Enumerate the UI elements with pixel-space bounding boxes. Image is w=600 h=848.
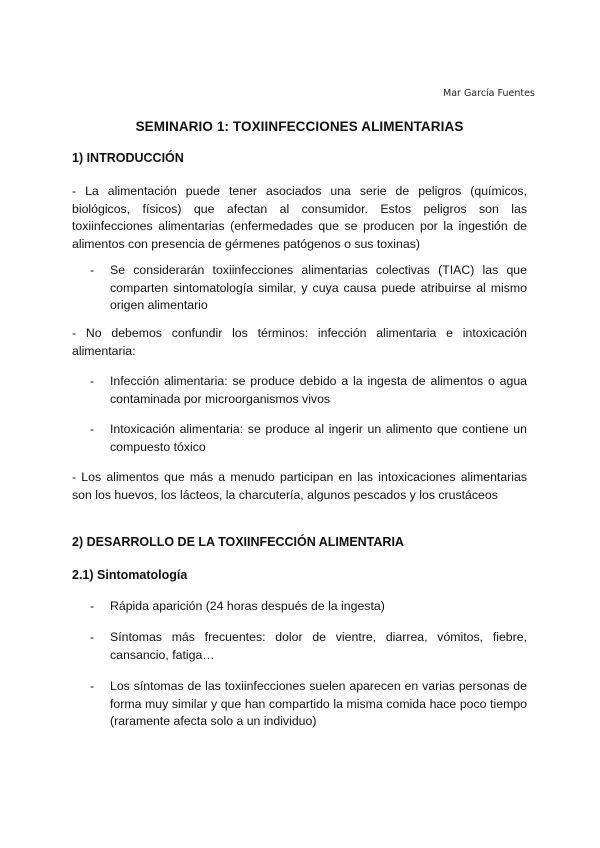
section-heading-introduccion: 1) INTRODUCCIÓN [72, 151, 184, 165]
list-item-text: Intoxicación alimentaria: se produce al ingerir un alimento que contiene un compuesto tóxico [110, 422, 527, 454]
bullet-dash: - [90, 599, 95, 613]
document-title: SEMINARIO 1: TOXIINFECCIONES ALIMENTARIAS [135, 119, 464, 134]
subsection-heading-sintomatologia: 2.1) Sintomatología [72, 568, 188, 582]
list-item-text: Se considerarán toxiinfecciones alimentarias colectivas (TIAC) las que comparten sintomatología similar, y cuya causa puede atribuirse al mismo origen alimentario [110, 263, 527, 312]
paragraph-terminos: - No debemos confundir los términos: infección alimentaria e intoxicación alimentaria: [72, 326, 527, 358]
list-item-text: Síntomas más frecuentes: dolor de vientre, diarrea, vómitos, fiebre, cansancio, fatiga… [110, 630, 527, 662]
author-name: Mar García Fuentes [443, 88, 535, 99]
list-item-text: Infección alimentaria: se produce debido a la ingesta de alimentos o agua contaminada por microorganismos vivos [110, 374, 527, 406]
section-heading-desarrollo: 2) DESARROLLO DE LA TOXIINFECCIÓN ALIMENTARIA [72, 535, 404, 549]
bullet-dash: - [90, 422, 95, 436]
paragraph-alimentos: - Los alimentos que más a menudo participan en las intoxicaciones alimentarias son los huevos, los lácteos, la charcutería, algunos pescados y los crustáceos [72, 470, 527, 502]
list-item-text: Los síntomas de las toxiinfecciones suelen aparecen en varias personas de forma muy similar y que han compartido la misma comida hace poco tiempo (raramente afecta solo a un individuo) [110, 679, 527, 728]
list-item-text: Rápida aparición (24 horas después de la ingesta) [110, 599, 385, 613]
bullet-dash: - [90, 679, 95, 693]
bullet-dash: - [90, 374, 95, 388]
paragraph-peligros: - La alimentación puede tener asociados una serie de peligros (químicos, biológicos, físicos) que afectan al consumidor. Estos peligros son las toxiinfecciones alimentarias (enfermedades que se producen por la ingestión de alimentos con presencia de gérmenes patógenos o sus toxinas) [72, 184, 527, 251]
bullet-dash: - [90, 630, 95, 644]
bullet-dash: - [90, 263, 95, 277]
